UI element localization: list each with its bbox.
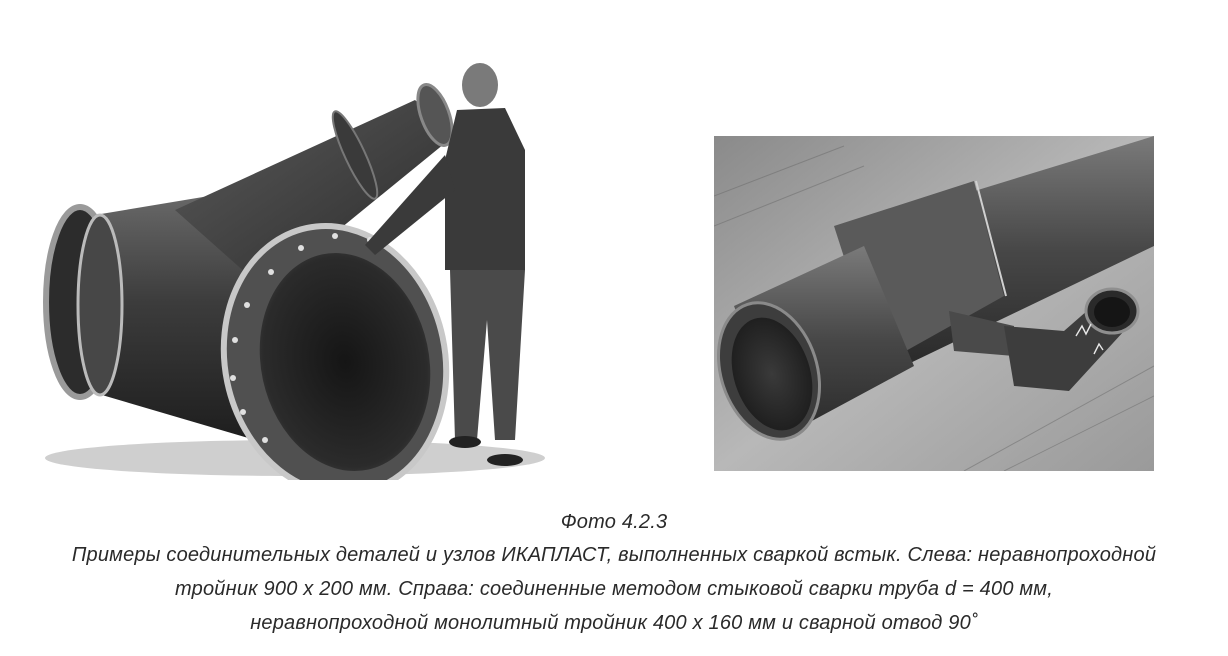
pipe-elbow-photo-illustration: [714, 136, 1154, 471]
photo-right-pipe-tee-elbow: [714, 136, 1154, 471]
tee-photo-illustration: [25, 40, 570, 480]
caption-line-3: неравнопроходной монолитный тройник 400 х 160 мм и сварной отвод 90˚: [250, 612, 978, 634]
caption-line-1: Примеры соединительных деталей и узлов ИКАПЛАСТ, выполненных сваркой встык. Слева: неравнопроходной: [71, 544, 1157, 566]
figure-label: Фото 4.2.3: [560, 511, 668, 533]
caption-line-2: тройник 900 х 200 мм. Справа: соединенные методом стыковой сварки труба d = 400 мм,: [175, 578, 1053, 600]
photo-left-tee-900x200: [25, 40, 570, 480]
